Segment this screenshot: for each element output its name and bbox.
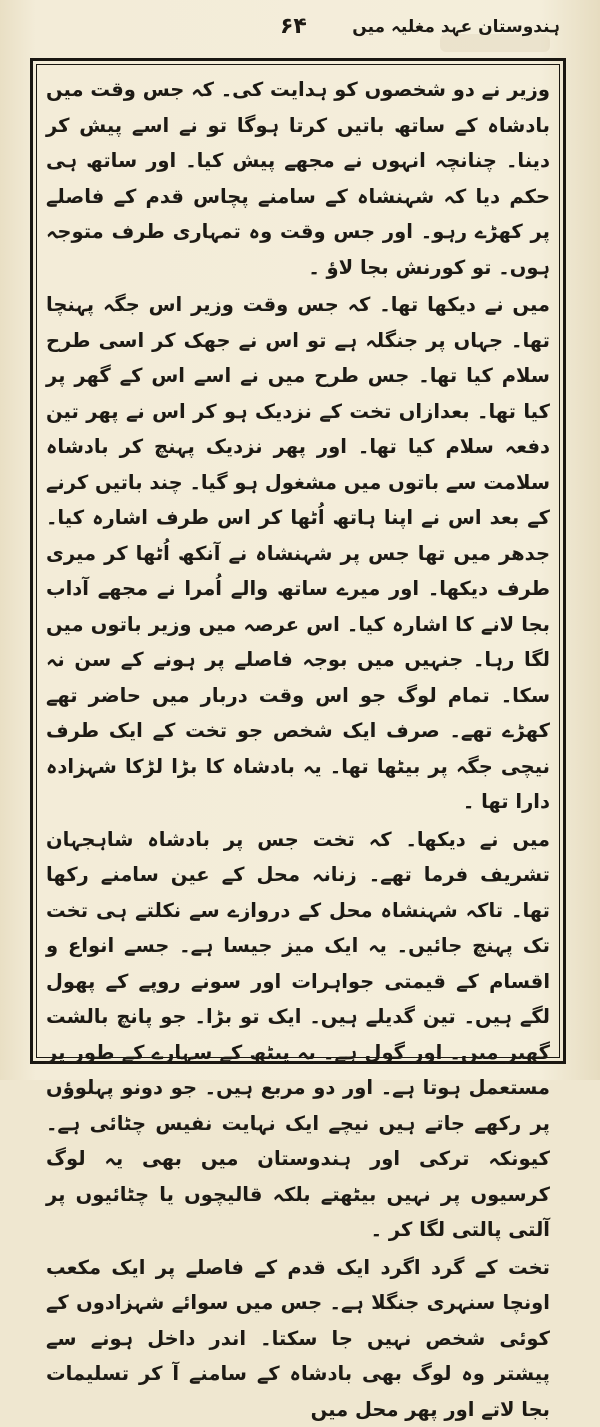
paragraph-4: تخت کے گرد اگرد ایک قدم کے فاصلے پر ایک مکعب اونچا سنہری جنگلا ہے۔ جس میں سوائے شہزادوں کے کوئی شخص نہیں جا سکتا۔ اندر داخل ہونے سے پیشتر وہ لوگ بھی بادشاہ کے سامنے آ کر تسلیمات بجا لاتے اور پھر محل میں bbox=[46, 1250, 550, 1427]
running-title: ہندوستان عہد مغلیہ میں bbox=[352, 16, 560, 37]
paragraph-3: میں نے دیکھا۔ کہ تخت جس پر بادشاہ شاہجہان تشریف فرما تھے۔ زنانہ محل کے عین سامنے رکھا تھا۔ تاکہ شہنشاہ محل کے دروازے سے نکلتے ہی تخت تک پہنچ جائیں۔ یہ ایک میز جیسا ہے۔ جسے انواع و اقسام کے قیمتی جواہرات اور سونے روپے کے پھول لگے ہیں۔ تین گدیلے ہیں۔ ایک تو بڑا۔ جو پانچ بالشت گھیر میں۔ اور گول ہے۔ یہ پیٹھ کے سہارے کے طور پر مستعمل ہوتا ہے۔ اور دو مربع ہیں۔ جو دونو پہلوؤں پر رکھے جاتے ہیں نیچے ایک نہایت نفیس چٹائی ہے۔ کیونکہ ترکی اور ہندوستان میں بھی یہ لوگ کرسیوں پر نہیں بیٹھتے بلکہ قالیچوں یا چٹائیوں پر آلتی پالتی لگا کر ۔ bbox=[46, 822, 550, 1248]
page-number: ۶۴ bbox=[280, 14, 307, 39]
paragraph-2: میں نے دیکھا تھا۔ کہ جس وقت وزیر اس جگہ پہنچا تھا۔ جہاں پر جنگلہ ہے تو اس نے جھک کر اسی طرح سلام کیا تھا۔ جس طرح میں نے اسے اس کے گھر پر کیا تھا۔ بعدازاں تخت کے نزدیک ہو کر اس نے پھر تین دفعہ سلام کیا تھا۔ اور پھر نزدیک پہنچ کر بادشاہ سلامت سے باتوں میں مشغول ہو گیا۔ چند باتیں کرنے کے بعد اس نے اپنا ہاتھ اُٹھا کر اس طرف اشارہ کیا۔ جدھر میں تھا جس پر شہنشاہ نے آنکھ اُٹھا کر میری طرف دیکھا۔ اور میرے ساتھ والے اُمرا نے مجھے آداب بجا لانے کا اشارہ کیا۔ اس عرصہ میں وزیر باتوں میں لگا رہا۔ جنہیں میں بوجہ فاصلے پر ہونے کے سن نہ سکا۔ تمام لوگ جو اس وقت دربار میں حاضر تھے کھڑے تھے۔ صرف ایک شخص جو تخت کے ایک طرف نیچی جگہ پر بیٹھا تھا۔ یہ بادشاہ کا بڑا لڑکا شہزادہ دارا تھا ۔ bbox=[46, 287, 550, 820]
page-header bbox=[40, 14, 560, 44]
body-text bbox=[46, 72, 550, 1052]
paragraph-1: وزیر نے دو شخصوں کو ہدایت کی۔ کہ جس وقت میں بادشاہ کے ساتھ باتیں کرتا ہوگا تو نے اسے پیش کر دینا۔ چنانچہ انہوں نے مجھے پیش کیا۔ اور ساتھ ہی حکم دیا کہ شہنشاہ کے سامنے پچاس قدم کے فاصلے پر کھڑے رہو۔ اور جس وقت وہ تمہاری طرف متوجہ ہوں۔ تو کورنش بجا لاؤ ۔ bbox=[46, 72, 550, 285]
